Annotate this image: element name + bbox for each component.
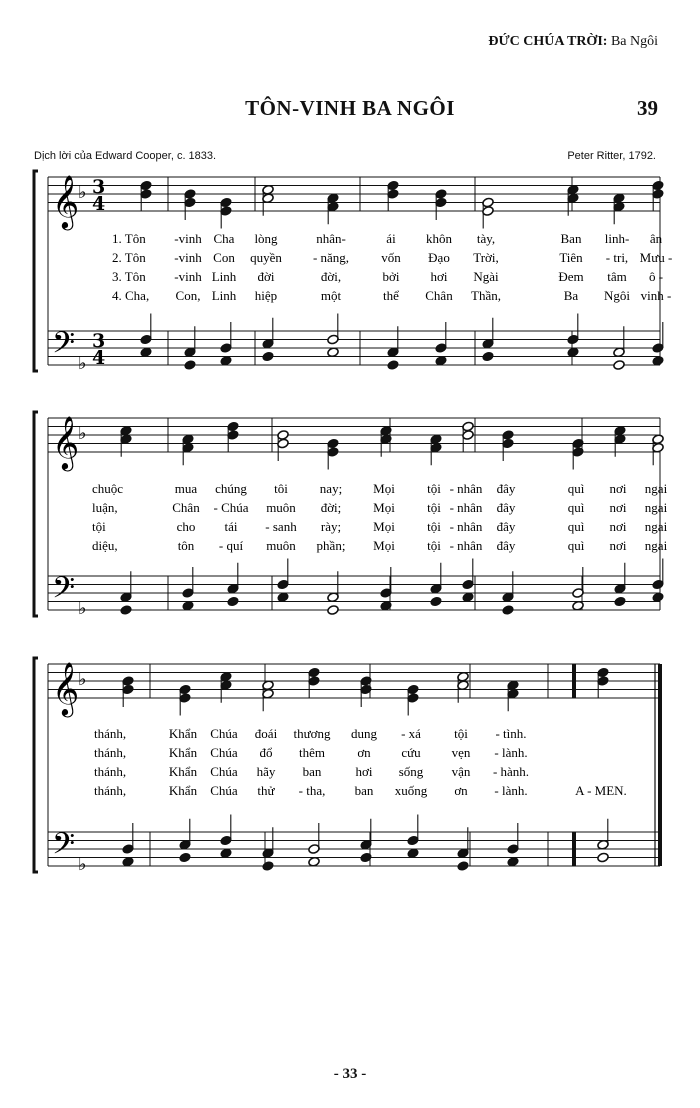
lyric-syllable: quì: [567, 519, 585, 534]
bass-clef-icon: 𝄢: [52, 326, 76, 368]
lyric-syllable: Mọi: [373, 481, 395, 496]
lyric-syllable: Đạo: [428, 250, 450, 265]
lyric-syllable: -vinh: [174, 269, 202, 284]
lyric-syllable: Cha: [213, 231, 235, 246]
lyric-syllable: - tri,: [605, 250, 629, 265]
lyric-syllable: nơi: [609, 500, 627, 515]
lyric-syllable: rày;: [320, 519, 342, 534]
half-note: [308, 856, 320, 867]
lyric-syllable: - tình.: [495, 726, 527, 741]
quarter-note: [507, 856, 519, 867]
lyric-syllable: vận: [451, 764, 471, 779]
lyric-syllable: cho: [176, 519, 196, 534]
lyric-syllable: vinh -: [640, 288, 672, 303]
lyric-syllable: đời;: [320, 500, 342, 515]
quarter-note: [652, 592, 664, 603]
system-bracket: [34, 171, 38, 371]
lyric-syllable: dung: [351, 726, 377, 741]
lyric-syllable: -vinh: [174, 231, 202, 246]
system-bracket: [34, 658, 38, 872]
lyric-syllable: tội: [454, 726, 468, 741]
translator-credit: Dịch lời của Edward Cooper, c. 1833.: [34, 150, 217, 162]
lyric-syllable: Đem: [558, 269, 584, 284]
quarter-note: [179, 852, 191, 863]
time-signature-top: 3: [92, 330, 106, 352]
lyric-syllable: ân: [649, 231, 663, 246]
lyric-syllable: Khẩn: [168, 764, 198, 779]
bass-clef-icon: 𝄢: [52, 827, 76, 869]
quarter-note: [262, 351, 274, 362]
lyric-syllable: luận,: [92, 500, 118, 515]
lyric-syllable: Chân: [172, 500, 200, 515]
lyric-syllable: ngai: [644, 500, 668, 515]
lyric-syllable: Chúa: [210, 726, 238, 741]
lyric-syllable: quyền: [250, 250, 282, 265]
lyric-syllable: thánh,: [94, 745, 127, 760]
quarter-note: [184, 360, 196, 371]
lyric-syllable: thương: [293, 726, 331, 741]
lyric-syllable: - quí: [218, 538, 244, 553]
lyric-syllable: ơn: [357, 745, 371, 760]
lyric-syllable: Tiên: [559, 250, 583, 265]
lyric-syllable: tội: [427, 519, 441, 534]
page-number: - 33 -: [333, 1066, 367, 1082]
lyric-syllable: - nhân: [449, 481, 483, 496]
quarter-note: [430, 596, 442, 607]
quarter-note: [462, 592, 474, 603]
lyric-syllable: nơi: [609, 538, 627, 553]
lyric-syllable: khôn: [426, 231, 452, 246]
quarter-note: [407, 848, 419, 859]
lyric-syllable: đây: [496, 519, 516, 534]
hymn-number: 39: [637, 96, 658, 120]
lyric-syllable: đây: [496, 500, 516, 515]
lyric-syllable: hơi: [430, 269, 448, 284]
lyric-syllable: Chân: [425, 288, 453, 303]
lyric-syllable: - Chúa: [213, 500, 249, 515]
amen-barline: [572, 832, 576, 866]
lyric-syllable: Mọi: [373, 519, 395, 534]
lyric-syllable: - tha,: [298, 783, 326, 798]
quarter-note: [220, 355, 232, 366]
lyric-syllable: thử: [257, 783, 275, 798]
lyric-syllable: - sanh: [265, 519, 297, 534]
subcategory-label: Ba Ngôi: [610, 34, 658, 49]
lyric-syllable: tội: [92, 519, 106, 534]
lyric-syllable: Chúa: [210, 764, 238, 779]
lyric-syllable: Chúa: [210, 745, 238, 760]
quarter-note: [277, 592, 289, 603]
lyric-syllable: Khẩn: [168, 745, 198, 760]
lyric-syllable: đời: [257, 269, 275, 284]
quarter-note: [182, 600, 194, 611]
lyric-syllable: Ban: [560, 231, 582, 246]
lyric-syllable: nơi: [609, 519, 627, 534]
lyric-syllable: hiệp: [254, 288, 278, 303]
quarter-note: [140, 347, 152, 358]
flat-sign-icon: ♭: [78, 353, 87, 374]
lyric-syllable: Khẩn: [168, 726, 198, 741]
lyric-syllable: Mưu -: [639, 250, 673, 265]
lyric-syllable: Linh: [211, 269, 237, 284]
half-note: [613, 360, 625, 371]
lyric-syllable: hãy: [256, 764, 276, 779]
lyric-syllable: ơn: [454, 783, 468, 798]
lyric-syllable: nay;: [319, 481, 343, 496]
quarter-note: [122, 856, 134, 867]
lyric-syllable: thể: [383, 288, 399, 303]
quarter-note: [387, 360, 399, 371]
lyric-syllable: muôn: [266, 538, 296, 553]
lyric-syllable: - hành.: [492, 764, 530, 779]
lyric-syllable: một: [320, 288, 342, 303]
lyric-syllable: đây: [496, 538, 516, 553]
lyric-syllable: cứu: [401, 745, 421, 760]
lyric-syllable: quì: [567, 481, 585, 496]
lyric-syllable: - xá: [401, 726, 421, 741]
lyric-syllable: 4. Cha,: [112, 288, 150, 303]
time-signature-bottom: 4: [92, 347, 106, 369]
lyric-syllable: tội: [427, 500, 441, 515]
lyric-syllable: - lành.: [494, 745, 528, 760]
lyric-syllable: quì: [567, 538, 585, 553]
flat-sign-icon: ♭: [78, 854, 87, 875]
lyric-syllable: Linh: [211, 288, 237, 303]
half-note: [327, 605, 339, 616]
lyric-syllable: - nhân: [449, 519, 483, 534]
quarter-note: [614, 596, 626, 607]
hymn-title: TÔN-VINH BA NGÔI: [245, 96, 455, 120]
lyric-syllable: A - MEN.: [575, 783, 627, 798]
flat-sign-icon: ♭: [78, 182, 87, 203]
lyric-syllable: chuộc: [92, 481, 124, 496]
half-note: [597, 852, 609, 863]
time-signature-bottom: 4: [92, 193, 106, 215]
lyric-syllable: tái: [224, 519, 238, 534]
quarter-note: [482, 351, 494, 362]
lyric-syllable: đây: [496, 481, 516, 496]
lyric-syllable: - nhân: [449, 500, 483, 515]
lyric-syllable: Khẩn: [168, 783, 198, 798]
lyric-syllable: đời,: [320, 269, 342, 284]
lyric-syllable: thánh,: [94, 726, 127, 741]
lyric-syllable: Mọi: [373, 538, 395, 553]
lyric-syllable: ngai: [644, 481, 668, 496]
lyric-syllable: vẹn: [451, 745, 471, 760]
lyric-syllable: nơi: [609, 481, 627, 496]
lyric-syllable: 1. Tôn: [112, 231, 146, 246]
lyric-syllable: muôn: [266, 500, 296, 515]
lyric-syllable: chúng: [215, 481, 247, 496]
lyric-syllable: -vinh: [174, 250, 202, 265]
quarter-note: [457, 861, 469, 872]
lyric-syllable: ngai: [644, 538, 668, 553]
half-note: [327, 347, 339, 358]
lyric-syllable: Mọi: [373, 500, 395, 515]
lyric-syllable: tôi: [274, 481, 288, 496]
lyric-syllable: Con,: [175, 288, 201, 303]
flat-sign-icon: ♭: [78, 598, 87, 619]
flat-sign-icon: ♭: [78, 669, 87, 690]
lyric-syllable: ngai: [644, 519, 668, 534]
composer-credit: Peter Ritter, 1792.: [567, 150, 656, 162]
lyric-syllable: quì: [567, 500, 585, 515]
lyric-syllable: ban: [302, 764, 322, 779]
lyric-syllable: tôn: [177, 538, 195, 553]
lyric-syllable: hơi: [355, 764, 373, 779]
lyric-syllable: - lành.: [494, 783, 528, 798]
lyric-syllable: - nhân: [449, 538, 483, 553]
time-signature-top: 3: [92, 176, 106, 198]
lyric-syllable: Thần,: [471, 288, 501, 303]
flat-sign-icon: ♭: [78, 423, 87, 444]
bass-clef-icon: 𝄢: [52, 571, 76, 613]
treble-clef-icon: 𝄞: [52, 661, 80, 715]
lyric-syllable: tội: [427, 538, 441, 553]
lyric-syllable: tâm: [607, 269, 627, 284]
quarter-note: [567, 347, 579, 358]
quarter-note: [227, 596, 239, 607]
lyric-syllable: mua: [174, 481, 198, 496]
lyric-syllable: ô -: [648, 269, 664, 284]
lyric-syllable: xuống: [394, 783, 428, 798]
lyric-syllable: Ba: [563, 288, 579, 303]
lyric-syllable: 2. Tôn: [112, 250, 146, 265]
lyric-syllable: sống: [398, 764, 424, 779]
lyric-syllable: Ngôi: [604, 288, 630, 303]
lyric-syllable: Con: [213, 250, 235, 265]
treble-clef-icon: 𝄞: [52, 174, 80, 228]
quarter-note: [502, 605, 514, 616]
lyric-syllable: - năng,: [312, 250, 350, 265]
lyric-syllable: tội: [427, 481, 441, 496]
lyric-syllable: thánh,: [94, 783, 127, 798]
lyric-syllable: Trời,: [473, 250, 499, 265]
category-label: ĐỨC CHÚA TRỜI:: [488, 34, 608, 49]
treble-clef-icon: 𝄞: [52, 415, 80, 469]
lyric-syllable: linh-: [604, 231, 630, 246]
lyric-syllable: lòng: [254, 231, 278, 246]
lyric-syllable: diệu,: [92, 538, 118, 553]
quarter-note: [220, 848, 232, 859]
lyric-syllable: thêm: [299, 745, 325, 760]
quarter-note: [262, 861, 274, 872]
lyric-syllable: nhân-: [316, 231, 346, 246]
lyric-syllable: đổ: [259, 745, 273, 760]
lyric-syllable: phần;: [316, 538, 346, 553]
lyric-syllable: Chúa: [210, 783, 238, 798]
quarter-note: [120, 605, 132, 616]
amen-barline: [572, 664, 576, 698]
lyric-syllable: thánh,: [94, 764, 127, 779]
lyric-syllable: ban: [354, 783, 374, 798]
lyric-syllable: tày,: [476, 231, 496, 246]
final-barline-thick: [658, 664, 662, 866]
lyric-syllable: bởi: [382, 269, 400, 284]
quarter-note: [652, 355, 664, 366]
lyric-syllable: đoái: [254, 726, 278, 741]
lyric-syllable: ái: [386, 231, 396, 246]
lyric-syllable: Ngài: [473, 269, 499, 284]
lyric-syllable: vốn: [381, 250, 401, 265]
lyric-syllable: 3. Tôn: [112, 269, 146, 284]
quarter-note: [435, 355, 447, 366]
system-bracket: [34, 412, 38, 616]
